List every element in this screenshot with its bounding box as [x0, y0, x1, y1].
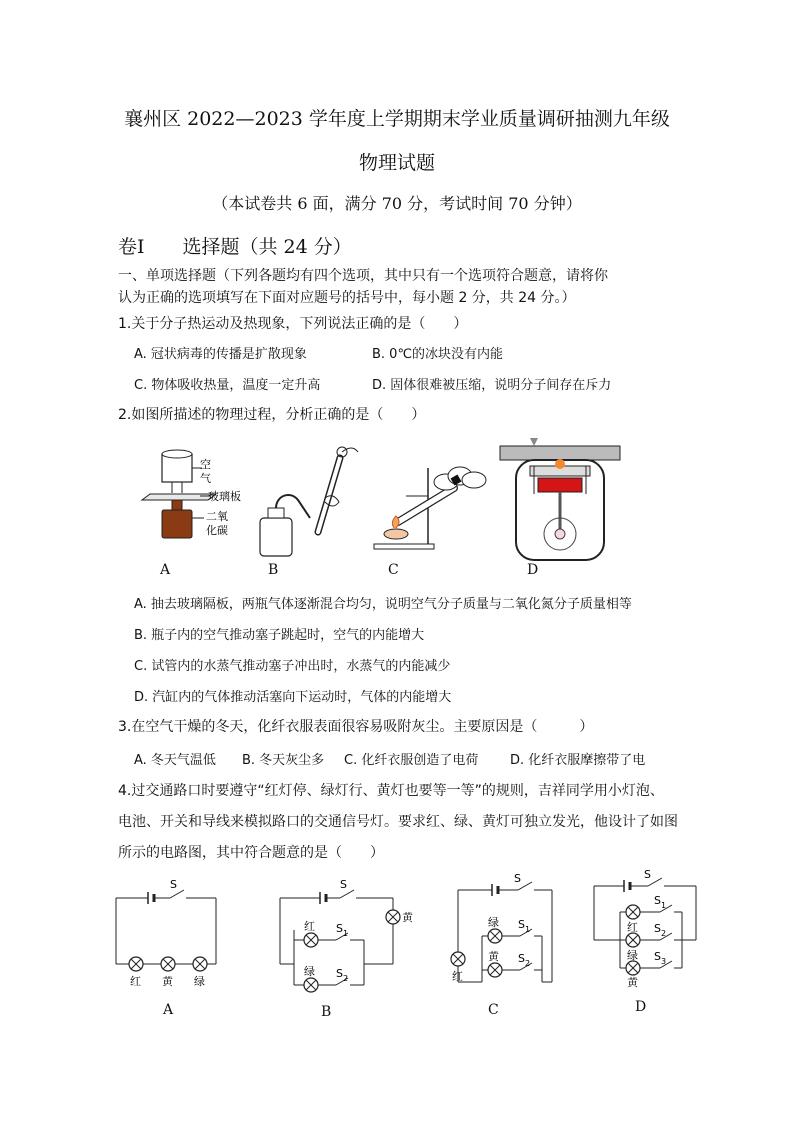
circuit-d-yellow-label: 黄 [627, 976, 638, 989]
q3-option-b: B. 冬天灰尘多 [242, 753, 325, 768]
circuit-c-s1-label: S [518, 918, 525, 931]
circuit-d-s3-label: S [654, 950, 661, 963]
fig-a-no2-label-1: 二氧 [206, 510, 228, 523]
circuit-d-s2-label: S [654, 922, 661, 935]
q2-caption-c: C [388, 562, 399, 578]
circuit-d-switch-label: S [644, 870, 651, 881]
circuit-a-yellow-lamp-icon [161, 957, 175, 971]
q4-circuit-figures [108, 870, 708, 1030]
circuit-c-s2-subscript: 2 [525, 959, 531, 968]
page-title: 襄州区 2022—2023 学年度上学期期末学业质量调研抽测九年级 [124, 108, 670, 130]
instructions-line-2: 认为正确的选项填写在下面对应题号的括号中，每小题 2 分，共 24 分。） [118, 290, 576, 306]
circuit-c [451, 882, 552, 982]
section-title: 卷Ⅰ 选择题（共 24 分） [118, 236, 352, 258]
q4-stem-line-3: 所示的电路图，其中符合题意的是（ ） [118, 845, 384, 861]
circuit-b-red-lamp-icon [304, 933, 318, 947]
q2-stem: 2.如图所描述的物理过程，分析正确的是（ ） [118, 407, 426, 423]
q4-stem-line-1: 4.过交通路口时要遵守“红灯停、绿灯行、黄灯也要等一等”的规则，吉祥同学用小灯泡、 [118, 783, 664, 799]
q1-option-b: B. 0℃的冰块没有内能 [372, 347, 504, 362]
circuit-c-green-lamp-icon [488, 929, 502, 943]
circuit-d-green-label: 绿 [627, 949, 638, 962]
circuit-a-yellow-label: 黄 [162, 975, 173, 988]
circuit-d-s2-subscript: 2 [661, 929, 667, 938]
q2-option-c: C. 试管内的水蒸气推动塞子冲出时，水蒸气的内能减少 [134, 659, 451, 674]
circuit-a-switch-label: S [170, 878, 177, 891]
circuit-b-s2-label: S [336, 967, 343, 980]
q1-option-c: C. 物体吸收热量，温度一定升高 [134, 378, 321, 393]
circuit-c-red-lamp-icon [451, 952, 465, 966]
q2-caption-b: B [268, 562, 279, 578]
circuit-b-s2-subscript: 2 [343, 974, 349, 983]
circuit-a-green-lamp-icon [193, 957, 207, 971]
circuit-d-yellow-lamp-icon [626, 961, 640, 975]
q4-stem-line-2: 电池、开关和导线来模拟路口的交通信号灯。要求红、绿、黄灯可独立发光，他设计了如图 [118, 814, 678, 830]
circuit-c-green-label: 绿 [488, 916, 499, 929]
circuit-d-s3-subscript: 3 [661, 957, 667, 966]
circuit-c-s2-label: S [518, 952, 525, 965]
circuit-d-green-lamp-icon [626, 933, 640, 947]
fig-c-test-tube [374, 467, 486, 549]
circuit-d-red-lamp-icon [626, 905, 640, 919]
circuit-b-s1-subscript: 1 [343, 929, 349, 938]
q3-option-a: A. 冬天气温低 [134, 753, 216, 768]
q2-option-b: B. 瓶子内的空气推动塞子跳起时，空气的内能增大 [134, 628, 425, 643]
fig-a-air-label-2: 气 [200, 472, 211, 485]
q3-option-c: C. 化纤衣服创造了电荷 [344, 753, 479, 768]
circuit-d-s1-subscript: 1 [661, 901, 667, 910]
q1-stem: 1.关于分子热运动及热现象，下列说法正确的是（ ） [118, 316, 468, 332]
exam-info: （本试卷共 6 面，满分 70 分，考试时间 70 分钟） [212, 194, 582, 213]
q4-caption-a: A [163, 1002, 174, 1018]
circuit-b-yellow-label: 黄 [402, 911, 413, 924]
circuit-a-green-label: 绿 [194, 975, 205, 988]
circuit-b-yellow-lamp-icon [386, 910, 400, 924]
q2-figure [120, 438, 680, 588]
circuit-b-green-lamp-icon [304, 978, 318, 992]
instructions-line-1: 一、单项选择题（下列各题均有四个选项，其中只有一个选项符合题意，请将你 [118, 268, 608, 284]
circuit-b-green-label: 绿 [304, 965, 315, 978]
q1-option-a: A. 冠状病毒的传播是扩散现象 [134, 347, 307, 362]
circuit-c-red-label: 红 [452, 970, 463, 983]
circuit-d-red-label: 红 [627, 921, 638, 934]
circuit-d-s1-label: S [654, 894, 661, 907]
circuit-a-red-lamp-icon [129, 957, 143, 971]
circuit-a [116, 890, 216, 971]
circuit-c-yellow-lamp-icon [488, 963, 502, 977]
q3-option-d: D. 化纤衣服摩擦带了电 [510, 753, 646, 768]
q4-caption-c: C [488, 1002, 499, 1018]
page-subtitle: 物理试题 [358, 152, 435, 174]
circuit-b-red-label: 红 [304, 920, 315, 933]
fig-a-glass-label: 玻璃板 [208, 490, 241, 503]
q2-caption-a: A [160, 562, 171, 578]
fig-a-no2-label-2: 化碳 [206, 524, 228, 537]
circuit-b-s1-label: S [336, 922, 343, 935]
q2-caption-d: D [527, 562, 539, 578]
fig-d-engine [500, 438, 620, 560]
fig-a-air-label-1: 空 [200, 458, 211, 471]
q4-caption-b: B [321, 1004, 332, 1020]
q2-option-d: D. 汽缸内的气体推动活塞向下运动时，气体的内能增大 [134, 690, 452, 705]
circuit-b-switch-label: S [340, 878, 347, 891]
circuit-c-switch-label: S [514, 872, 521, 885]
fig-b-bottle-pump [260, 447, 358, 556]
circuit-c-yellow-label: 黄 [488, 950, 499, 963]
q1-option-d: D. 固体很难被压缩，说明分子间存在斥力 [372, 378, 612, 393]
q4-caption-d: D [635, 999, 647, 1015]
circuit-c-s1-subscript: 1 [525, 925, 531, 934]
q3-stem: 3.在空气干燥的冬天，化纤衣服表面很容易吸附灰尘。主要原因是（ ） [118, 719, 594, 735]
q2-option-a: A. 抽去玻璃隔板，两瓶气体逐渐混合均匀，说明空气分子质量与二氧化氮分子质量相等 [134, 597, 632, 612]
circuit-a-red-label: 红 [130, 975, 141, 988]
circuit-d [594, 878, 696, 975]
